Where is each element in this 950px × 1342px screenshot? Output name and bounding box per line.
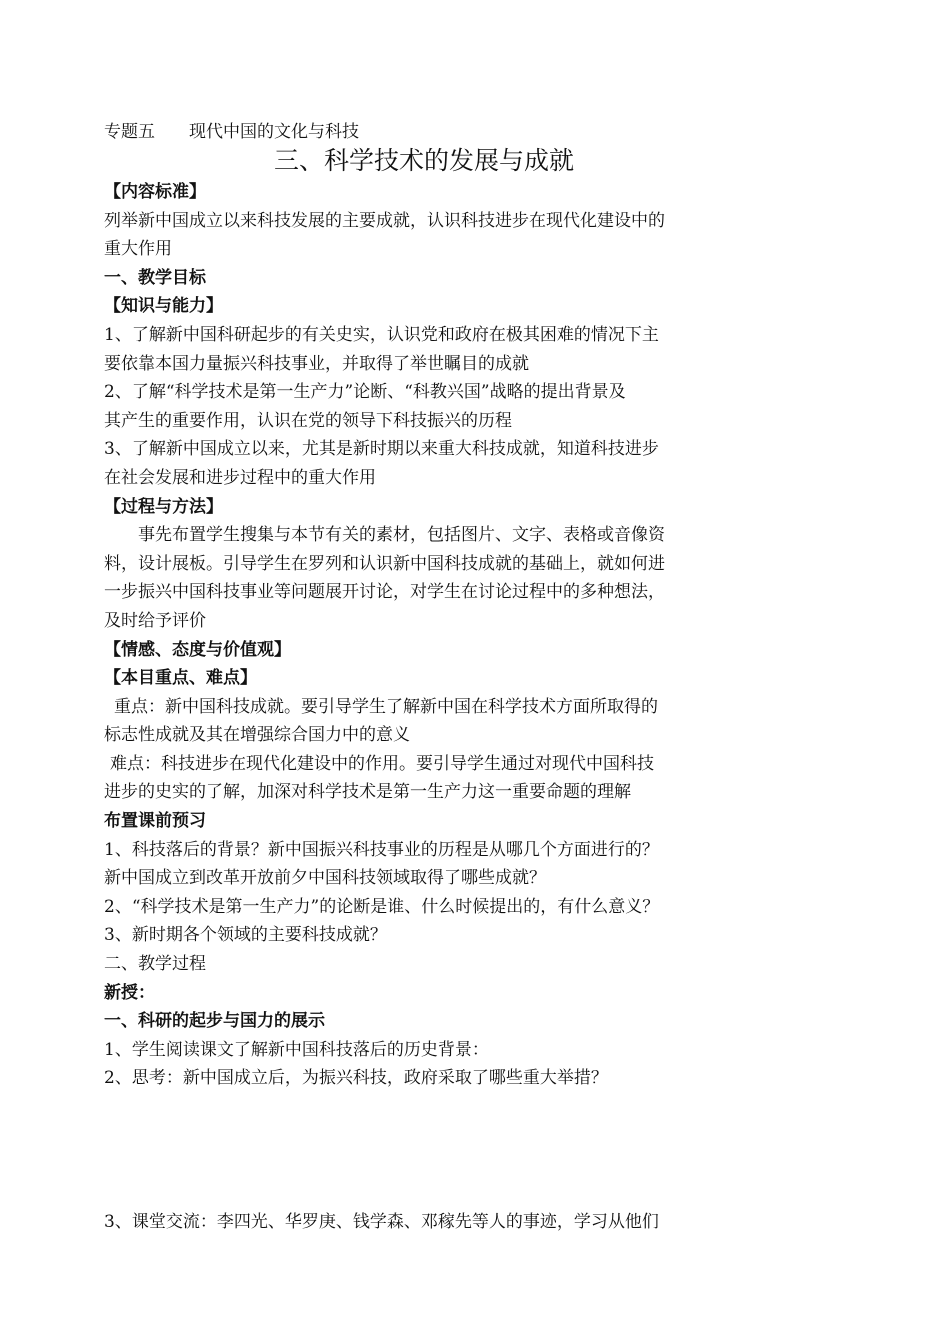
paragraph-line: 1、学生阅读课文了解新中国科技落后的历史背景： <box>104 1039 489 1060</box>
paragraph-line: 1、了解新中国科研起步的有关史实，认识党和政府在极其困难的情况下主 <box>104 324 659 345</box>
paragraph-line: 料，设计展板。引导学生在罗列和认识新中国科技成就的基础上，就如何进 <box>104 553 665 574</box>
paragraph-line: 3、课堂交流：李四光、华罗庚、钱学森、邓稼先等人的事迹，学习从他们 <box>104 1212 659 1232</box>
paragraph-line: 3、了解新中国成立以来，尤其是新时期以来重大科技成就，知道科技进步 <box>104 439 659 460</box>
header-line <box>104 118 744 146</box>
emotion-heading: 【情感、态度与价值观】 <box>104 639 291 660</box>
paragraph-line: 在社会发展和进步过程中的重大作用 <box>104 467 376 488</box>
paragraph-line: 标志性成就及其在增强综合国力中的意义 <box>104 725 410 746</box>
paragraph-line: 新中国成立到改革开放前夕中国科技领域取得了哪些成就？ <box>104 868 546 889</box>
paragraph-line: 要依靠本国力量振兴科技事业，并取得了举世瞩目的成就 <box>104 353 529 374</box>
paragraph-line: 3、新时期各个领域的主要科技成就？ <box>104 925 387 946</box>
subject-label: 现代中国的文化与科技 <box>189 122 359 142</box>
topic-label: 专题五 <box>104 122 155 142</box>
knowledge-heading: 【知识与能力】 <box>104 296 223 317</box>
paragraph-line: 列举新中国成立以来科技发展的主要成就，认识科技进步在现代化建设中的 <box>104 210 665 231</box>
section-heading: 一、科研的起步与国力的展示 <box>104 1011 325 1032</box>
new-lesson-heading: 新授： <box>104 982 155 1003</box>
paragraph-line: 1、科技落后的背景？新中国振兴科技事业的历程是从哪几个方面进行的？ <box>104 839 659 860</box>
process-heading: 【过程与方法】 <box>104 496 223 517</box>
preview-heading: 布置课前预习 <box>104 811 206 832</box>
paragraph-line: 2、思考：新中国成立后，为振兴科技，政府采取了哪些重大举措？ <box>104 1068 608 1089</box>
key-points-heading: 【本目重点、难点】 <box>104 668 257 689</box>
paragraph-line: 重大作用 <box>104 239 172 260</box>
blank-space <box>104 1093 744 1208</box>
document-page <box>104 118 744 1237</box>
teaching-goals-heading: 一、教学目标 <box>104 267 206 288</box>
paragraph-line: 及时给予评价 <box>104 610 206 631</box>
teaching-process-heading: 二、教学过程 <box>104 954 206 975</box>
paragraph-line: 进步的史实的了解，加深对科学技术是第一生产力这一重要命题的理解 <box>104 782 631 803</box>
paragraph-line: 2、“科学技术是第一生产力”的论断是谁、什么时候提出的，有什么意义？ <box>104 896 660 917</box>
paragraph-line: 事先布置学生搜集与本节有关的素材，包括图片、文字、表格或音像资 <box>138 525 665 546</box>
page-title: 三、科学技术的发展与成就 <box>273 146 574 175</box>
paragraph-line: 难点：科技进步在现代化建设中的作用。要引导学生通过对现代中国科技 <box>110 753 654 774</box>
paragraph-line: 2、了解“科学技术是第一生产力”论断、“科教兴国”战略的提出背景及 <box>104 382 626 403</box>
paragraph-line: 一步振兴中国科技事业等问题展开讨论，对学生在讨论过程中的多种想法， <box>104 582 665 603</box>
content-standard-heading: 【内容标准】 <box>104 182 206 202</box>
paragraph-line: 其产生的重要作用，认识在党的领导下科技振兴的历程 <box>104 410 512 431</box>
paragraph-line: 重点：新中国科技成就。要引导学生了解新中国在科学技术方面所取得的 <box>114 696 658 717</box>
